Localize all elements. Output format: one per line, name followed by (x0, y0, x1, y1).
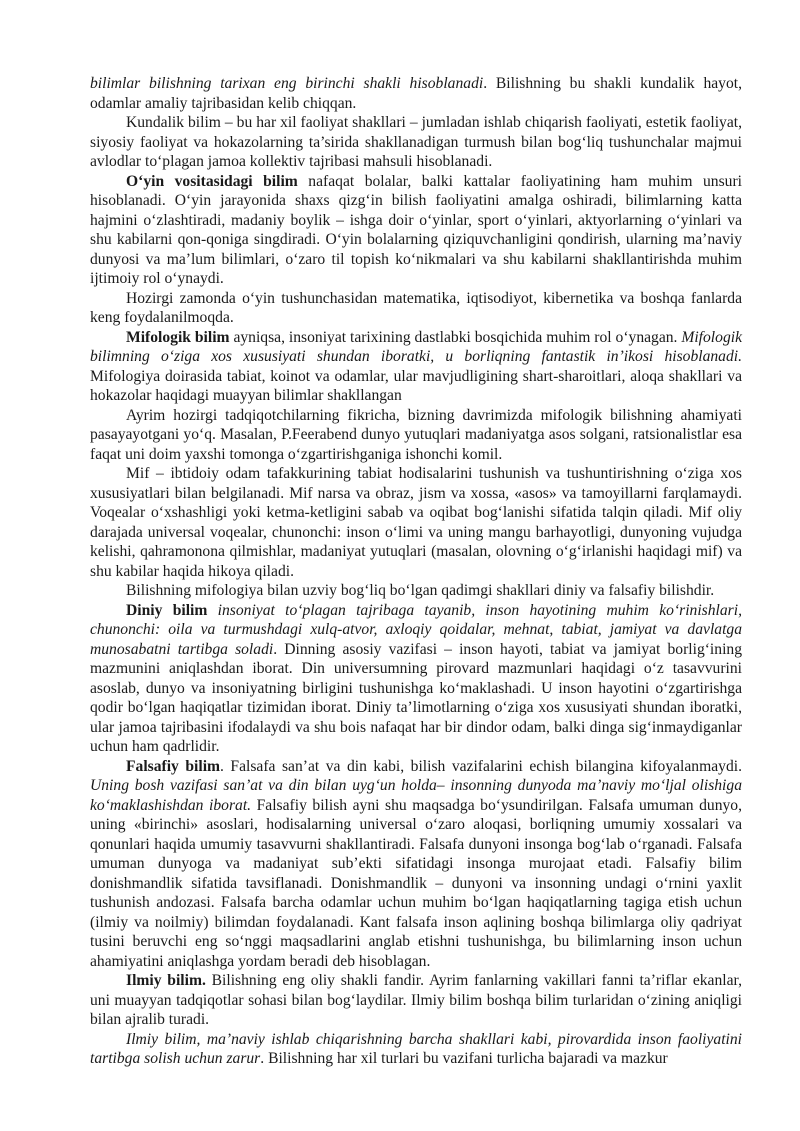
paragraph (90, 328, 742, 406)
document-page (90, 74, 742, 1069)
paragraph (90, 581, 742, 601)
italic-text: bilimlar bilishning tarixan eng birinchi shakli hisoblanadi (90, 75, 484, 92)
italic-text: Mifologik bilimning o‘ziga xos xususiyati shundan iboratki, u borliqning fantastik in’ikosi hisoblanadi. (90, 328, 742, 365)
body-text (207, 602, 217, 619)
paragraph (90, 1030, 742, 1069)
italic-text: Uning bosh vazifasi san’at va din bilan uyg‘un holda– insonning dunyoda ma’naviy mo‘ljal olishiga ko‘maklashishdan iborat. (90, 777, 742, 814)
body-text: . Dinning asosiy vazifasi – inson hayoti, tabiat va jamiyat borlig‘ining mazmunini aniqlashdan iborat. Din universumning pirovard mazmunlari haqidagi o‘z tasavvurini asoslab, dunyo va insoniyatning birligini tushunishga ko‘maklashadi. U inson hayotini o‘zgartirishga qodir bo‘lgan haqiqatlar tizimidan iborat. Diniy ta’limotlarning o‘ziga xos xususiyati shundan iboratki, ular jamoa tajribasini ifodalaydi va shu bois nafaqat har bir dindor odam, balki dinga sig‘inmaydiganlar uchun ham qadrlidir. (90, 640, 742, 755)
paragraph (90, 406, 742, 465)
body-text: . Falsafa san’at va din kabi, bilish vazifalarini echish bilangina kifoyalanmaydi. (220, 757, 742, 775)
paragraph (90, 757, 742, 972)
paragraph (90, 172, 742, 289)
bold-term: Ilmiy bilim. (126, 972, 206, 989)
body-text: nafaqat bolalar, balki kattalar faoliyatining ham muhim unsuri hisoblanadi. O‘yin jarayonida shaxs qizg‘in bilish faoliyatini amalga oshiradi, bilimlarning katta hajmini o‘zlashtiradi, madaniy boylik – ishga doir o‘yinlar, sport o‘yinlari, aktyorlarning o‘yinlari va shu kabilarni qon-qoniga singdiradi. O‘yin bolalarning qiziquvchanligini qondirish, ularning ma’naviy dunyosi va ma’lum bilimlari, o‘zaro til topish ko‘nikmalari va shu kabilarni shakllantirishda muhim ijtimoiy rol o‘ynaydi. (90, 172, 742, 287)
body-text: Ayrim hozirgi tadqiqotchilarning fikricha, bizning davrimizda mifologik bilishning ahamiyati pasayayotgani yo‘q. Masalan, P.Feerabend dunyo yutuqlari madaniyatga asos solgani, ratsionalistlar esa faqat uni doim yaxshi tomonga o‘zgartirishganiga ishonchi komil. (90, 406, 742, 463)
bold-term: Mifologik bilim (126, 328, 230, 346)
body-text: . Bilishning bu shakli kundalik hayot, odamlar amaliy tajribasidan kelib chiqqan. (90, 75, 742, 112)
bold-term: Falsafiy bilim (126, 757, 221, 775)
body-text: Mif – ibtidoiy odam tafakkurining tabiat hodisalarini tushunish va tushuntirishning o‘ziga xos xususiyatlari bilan belgilanadi. Mif narsa va obraz, jism va xossa, «asos» va tamoyillarni farqlamaydi. Voqealar o‘xshashligi yoki ketma-ketligini sabab va oqibat bog‘lanishi sifatida talqin qiladi. Mif oliy darajada universal voqealar, chunonchi: inson o‘limi va uning mangu barhayotligi, dunyoning vujudga kelishi, qahramonona qilmishlar, madaniyat yutuqlari (masalan, olovning o‘g‘irlanishi haqidagi mif) va shu kabilar haqida hikoya qiladi. (90, 465, 742, 580)
paragraph (90, 971, 742, 1030)
paragraph (90, 464, 742, 581)
paragraph (90, 289, 742, 328)
body-text: Kundalik bilim – bu har xil faoliyat shakllari – jumladan ishlab chiqarish faoliyati, estetik faoliyat, siyosiy faoliyat va hokazolarning ta’sirida shakllanadigan turmush bilan bog‘liq tushunchalar majmui avlodlar to‘plagan jamoa kollektiv tajribasi mahsuli hisoblanadi. (90, 114, 742, 170)
italic-text: Ilmiy bilim, ma’naviy ishlab chiqarishning barcha shakllari kabi, pirovardida inson faoliyatini tartibga solish uchun zarur (90, 1030, 742, 1067)
italic-text: insoniyat to‘plagan tajribaga tayanib, inson hayotining muhim ko‘rinishlari, chunonchi: oila va turmushdagi xulq-atvor, axloqiy qoidalar, mehnat, tabiat, jamiyat va davlatga munosabatni tartibga soladi (90, 601, 742, 658)
body-text: Mifologiya doirasida tabiat, koinot va odamlar, ular mavjudligining shart-sharoitlari, aloqa shakllari va hokazolar haqidagi muayyan bilimlar shakllangan (90, 367, 742, 404)
body-text: Bilishning mifologiya bilan uzviy bog‘liq bo‘lgan qadimgi shakllari diniy va falsafiy bilishdir. (126, 582, 715, 599)
paragraph (90, 74, 742, 113)
paragraph (90, 601, 742, 757)
bold-term: O‘yin vositasidagi bilim (126, 172, 298, 190)
body-text: ayniqsa, insoniyat tarixining dastlabki bosqichida muhim rol o‘ynagan. (229, 328, 682, 346)
body-text: . Bilishning har xil turlari bu vazifani turlicha bajaradi va mazkur (260, 1050, 668, 1067)
bold-term: Diniy bilim (126, 601, 208, 619)
body-text: Falsafiy bilish ayni shu maqsadga bo‘ysundirilgan. Falsafa umuman dunyo, uning «birinchi» asoslari, hodisalarning universal o‘zaro aloqasi, borliqning umumiy xossalari va qonunlari haqida umumiy tasavvurni shakllantiradi. Falsafa dunyoni insonga bog‘lab o‘rganadi. Falsafa umuman dunyoga va madaniyat sub’ekti sifatidagi insonga murojaat etadi. Falsafiy bilim donishmandlik sifatida tavsiflanadi. Donishmandlik – dunyoni va insonning undagi o‘rnini yaxlit tushunish andozasi. Falsafa barcha odamlar uchun muhim bo‘lgan haqiqatlarning tagiga etish uchun (ilmiy va noilmiy) bilimdan foydalanadi. Kant falsafa inson aqlining boshqa bilimlarga oliy qadriyat tusini beruvchi eng so‘nggi maqsadlarini anglab etishni tushunishga, bu bilimlarning inson uchun ahamiyatini aniqlashga yordam beradi deb hisoblagan. (90, 796, 742, 970)
body-text: Hozirgi zamonda o‘yin tushunchasidan matematika, iqtisodiyot, kibernetika va boshqa fanlarda keng foydalanilmoqda. (90, 289, 742, 326)
paragraph (90, 113, 742, 172)
body-text: Bilishning eng oliy shakli fandir. Ayrim fanlarning vakillari fanni ta’riflar ekanlar, uni muayyan tadqiqotlar sohasi bilan bog‘laydilar. Ilmiy bilim boshqa bilim turlaridan o‘zining aniqligi bilan ajralib turadi. (90, 972, 742, 1028)
